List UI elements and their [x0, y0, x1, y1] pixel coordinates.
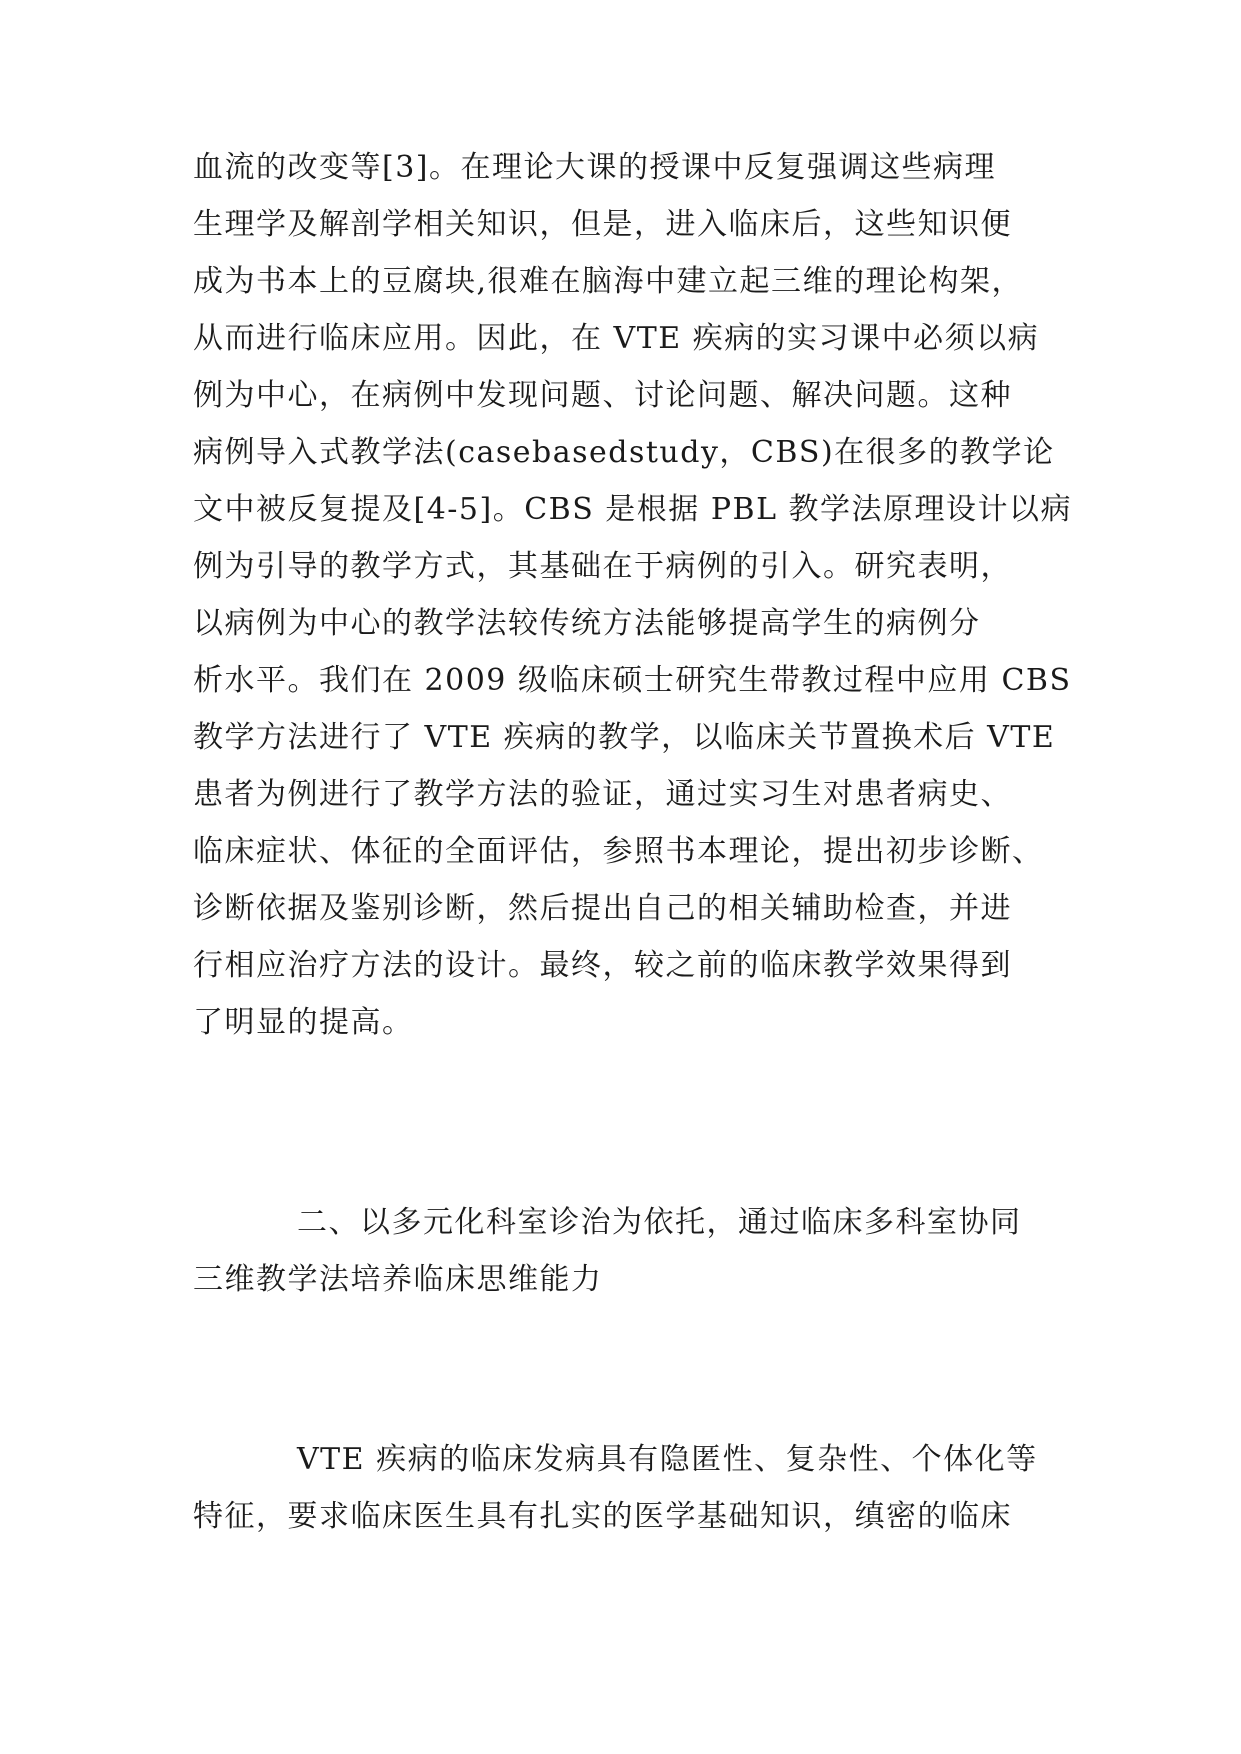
heading-line: 三维教学法培养临床思维能力	[193, 1262, 603, 1297]
text-line: 了明显的提高。	[193, 1005, 414, 1040]
text-line: 成为书本上的豆腐块,很难在脑海中建立起三维的理论构架，	[193, 264, 1024, 299]
text-line: 生理学及解剖学相关知识，但是，进入临床后，这些知识便	[193, 207, 1012, 242]
text-line: 例为中心，在病例中发现问题、讨论问题、解决问题。这种	[193, 378, 1012, 413]
text-line: 例为引导的教学方式，其基础在于病例的引入。研究表明，	[193, 549, 1012, 584]
text-line: 特征，要求临床医生具有扎实的医学基础知识，缜密的临床	[193, 1499, 1012, 1534]
text-line: 患者为例进行了教学方法的验证，通过实习生对患者病史、	[193, 777, 1012, 812]
text-line: 诊断依据及鉴别诊断，然后提出自己的相关辅助检查，并进	[193, 891, 1012, 926]
text-line: 临床症状、体征的全面评估，参照书本理论，提出初步诊断、	[193, 834, 1044, 869]
text-line: 从而进行临床应用。因此，在 VTE 疾病的实习课中必须以病	[193, 321, 1040, 356]
text-line: 病例导入式教学法(casebasedstudy，CBS)在很多的教学论	[193, 435, 1055, 470]
text-line: 析水平。我们在 2009 级临床硕士研究生带教过程中应用 CBS	[193, 663, 1072, 698]
text-line: 教学方法进行了 VTE 疾病的教学，以临床关节置换术后 VTE	[193, 720, 1056, 755]
text-line: 以病例为中心的教学法较传统方法能够提高学生的病例分	[193, 606, 981, 641]
text-line: 行相应治疗方法的设计。最终，较之前的临床教学效果得到	[193, 948, 1012, 983]
text-line: VTE 疾病的临床发病具有隐匿性、复杂性、个体化等	[297, 1442, 1038, 1477]
text-line: 文中被反复提及[4-5]。CBS 是根据 PBL 教学法原理设计以病	[193, 492, 1073, 527]
text-line: 血流的改变等[3]。在理论大课的授课中反复强调这些病理	[193, 150, 996, 185]
heading-line: 二、以多元化科室诊治为依托，通过临床多科室协同	[297, 1205, 1022, 1240]
